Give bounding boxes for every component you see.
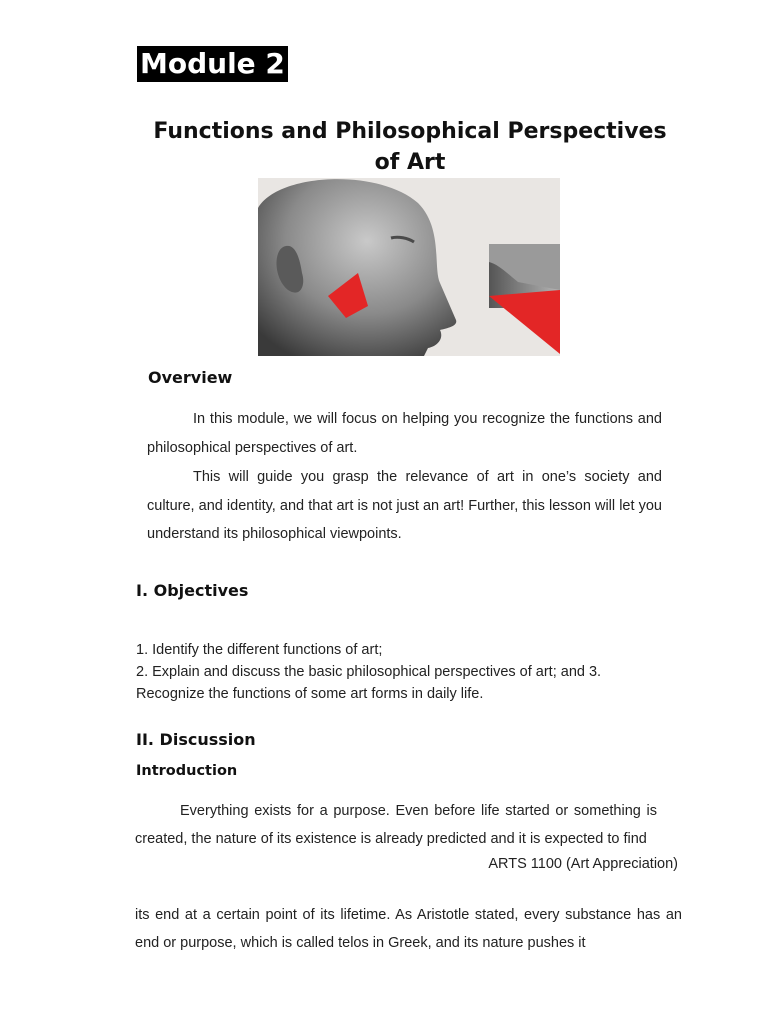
objective-line-3: Recognize the functions of some art forms in daily life. [136,686,484,702]
title-line-2: of Art [374,150,446,175]
objectives-heading: I. Objectives [136,581,249,600]
overview-paragraph-1: In this module, we will focus on helping you recognize the functions and philosophical perspectives of art. [147,411,662,456]
title-line-1: Functions and Philosophical Perspectives [153,119,667,144]
discussion-heading: II. Discussion [136,730,256,749]
objective-line-1: 1. Identify the different functions of art; [136,642,383,658]
document-title [100,116,720,178]
discussion-paragraph-1: Everything exists for a purpose. Even before life started or something is created, the nature of its existence is already predicted and it is expected to find [135,803,657,847]
introduction-subheading: Introduction [136,763,238,779]
page-footer: ARTS 1100 (Art Appreciation) [488,856,678,872]
module-label: Module 2 [137,46,288,82]
objective-line-2: 2. Explain and discuss the basic philosophical perspectives of art; and 3. [136,664,602,680]
discussion-paragraph-2: its end at a certain point of its lifetime. As Aristotle stated, every substance has an end or purpose, which is called telos in Greek, and its nature pushes it [135,907,682,951]
overview-paragraph-2: This will guide you grasp the relevance of art in one’s society and culture, and identity, and that art is not just an art! Further, this lesson will let you understand its philosophical viewpoints. [147,469,662,542]
overview-heading: Overview [148,368,233,387]
hero-image [258,178,560,356]
